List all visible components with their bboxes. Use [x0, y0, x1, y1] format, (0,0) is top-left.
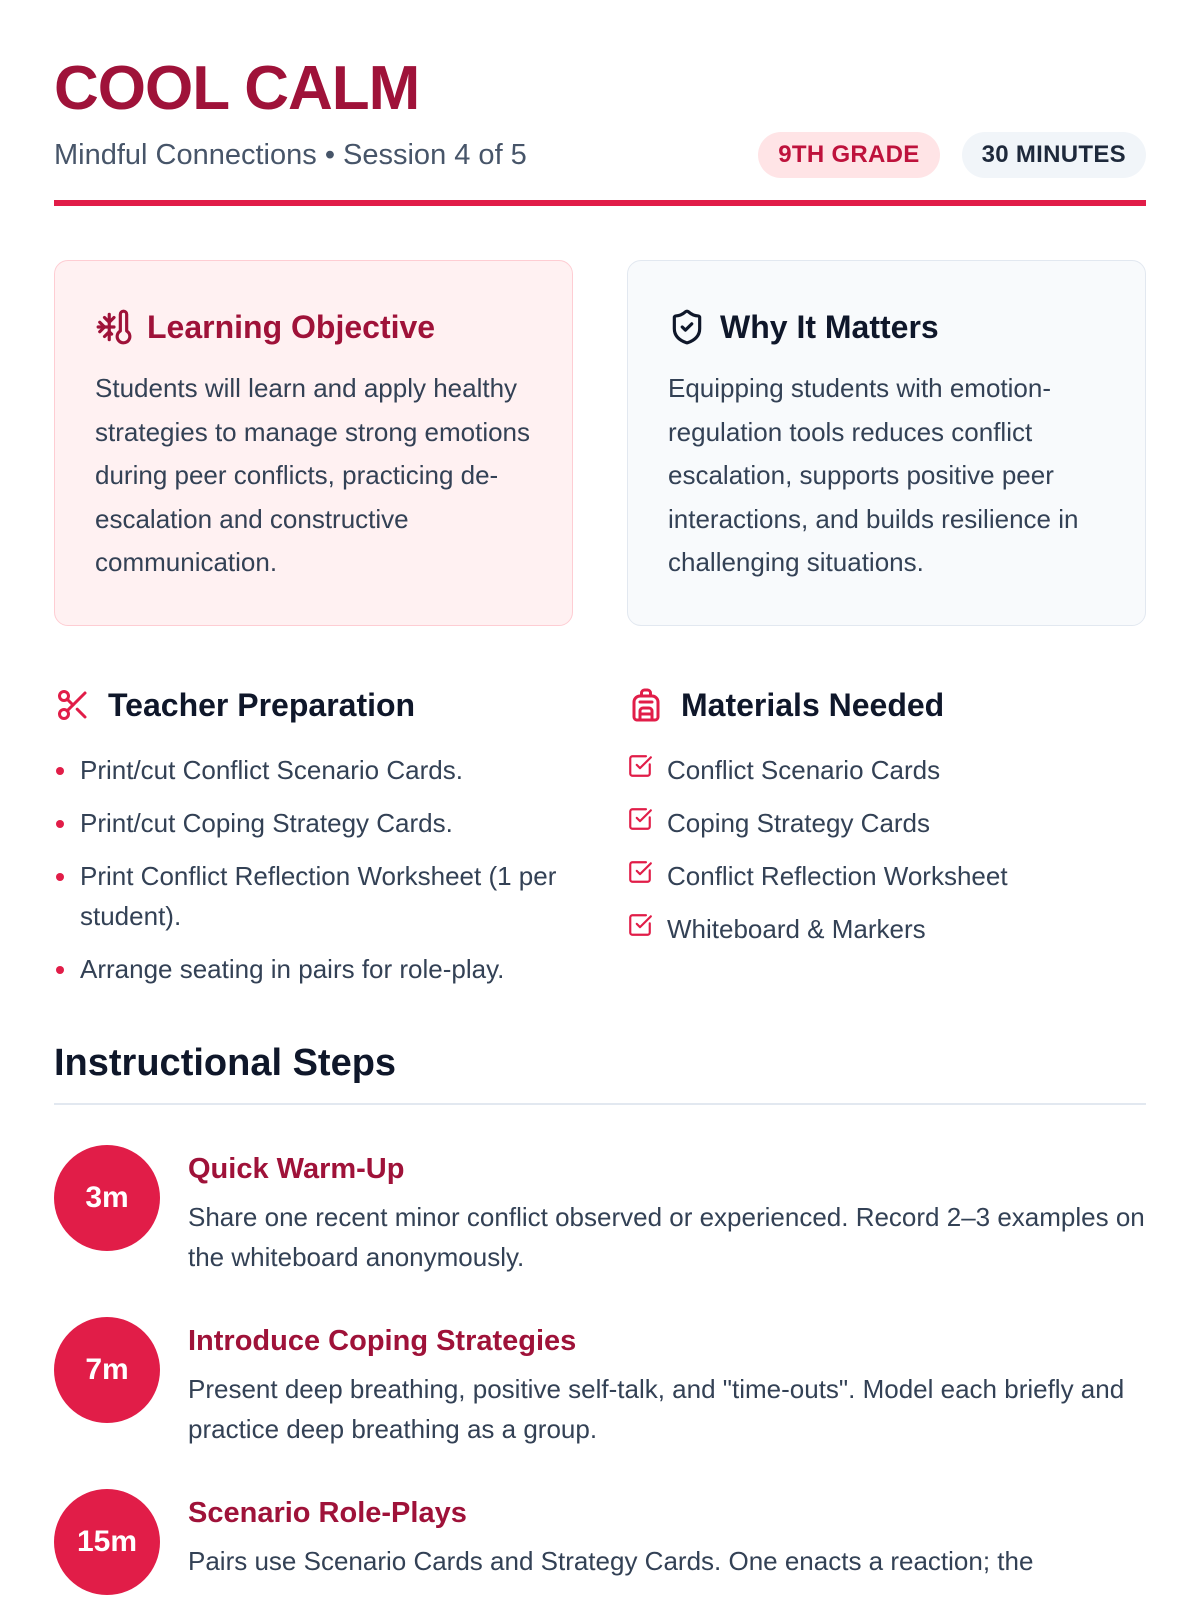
materials-needed-heading: Materials Needed — [681, 686, 945, 723]
step-title: Introduce Coping Strategies — [188, 1325, 577, 1357]
material-item — [627, 750, 1146, 790]
prep-item — [54, 750, 573, 790]
checkbox-checked-icon — [627, 856, 653, 896]
grade-badge: 9TH GRADE — [758, 132, 939, 178]
shield-check-icon — [668, 308, 706, 346]
checkbox-checked-icon — [627, 750, 653, 790]
why-it-matters-text: Equipping students with emotion-regulation tools reduces conflict escalation, supports positive peer interactions, and builds resilience in challenging situations. — [668, 373, 1079, 577]
step-item — [54, 1145, 1146, 1277]
bullet-dot — [56, 820, 64, 828]
step-item — [54, 1489, 1146, 1595]
step-title: Scenario Role-Plays — [188, 1497, 467, 1529]
why-it-matters-heading: Why It Matters — [720, 308, 939, 345]
material-item — [627, 909, 1146, 949]
why-it-matters-card — [627, 260, 1146, 626]
instructional-steps — [54, 1042, 1146, 1595]
badge-group — [758, 132, 1146, 178]
step-title: Quick Warm-Up — [188, 1153, 405, 1185]
scissors-icon — [54, 686, 92, 724]
bullet-dot — [56, 966, 64, 974]
checkbox-checked-icon — [627, 909, 653, 949]
lesson-header — [54, 0, 1146, 206]
prep-item — [54, 949, 573, 989]
bullet-dot — [56, 767, 64, 775]
materials-list — [627, 750, 1146, 949]
step-content — [188, 1145, 1146, 1277]
step-time-badge: 15m — [54, 1489, 160, 1595]
checkbox-checked-icon — [627, 803, 653, 843]
learning-objective-text: Students will learn and apply healthy strategies to manage strong emotions during peer conflicts, practicing de-escalation and constructive communication. — [95, 373, 531, 577]
step-content — [188, 1489, 1033, 1595]
step-item — [54, 1317, 1146, 1449]
prep-item-text: Arrange seating in pairs for role-play. — [80, 954, 505, 984]
material-item-text: Whiteboard & Markers — [667, 914, 926, 944]
lesson-subtitle: Mindful Connections • Session 4 of 5 — [54, 138, 527, 171]
materials-needed — [627, 680, 1146, 1002]
learning-objective-header — [95, 303, 532, 351]
step-time-badge: 7m — [54, 1317, 160, 1423]
step-time-badge: 3m — [54, 1145, 160, 1251]
prep-materials-section — [54, 680, 1146, 1002]
backpack-icon — [627, 686, 665, 724]
prep-item-text: Print/cut Coping Strategy Cards. — [80, 808, 453, 838]
why-it-matters-header — [668, 303, 1105, 351]
lesson-title: COOL CALM — [54, 54, 420, 123]
learning-objective-heading: Learning Objective — [147, 308, 436, 345]
material-item-text: Conflict Scenario Cards — [667, 755, 941, 785]
materials-needed-header — [627, 680, 1146, 730]
subtitle-row — [54, 132, 1146, 178]
overview-cards — [54, 260, 1146, 626]
material-item-text: Coping Strategy Cards — [667, 808, 931, 838]
material-item-text: Conflict Reflection Worksheet — [667, 861, 1008, 891]
prep-item-text: Print Conflict Reflection Worksheet (1 per student). — [80, 861, 557, 931]
material-item — [627, 803, 1146, 843]
prep-item — [54, 803, 573, 843]
prep-item-text: Print/cut Conflict Scenario Cards. — [80, 755, 463, 785]
teacher-preparation-header — [54, 680, 573, 730]
prep-item — [54, 856, 573, 936]
teacher-preparation — [54, 680, 573, 1002]
learning-objective-card — [54, 260, 573, 626]
material-item — [627, 856, 1146, 896]
step-description: Present deep breathing, positive self-talk, and "time-outs". Model each briefly and practice deep breathing as a group. — [188, 1374, 1125, 1444]
step-content — [188, 1317, 1146, 1449]
thermometer-snowflake-icon — [95, 308, 133, 346]
step-description: Pairs use Scenario Cards and Strategy Cards. One enacts a reaction; the — [188, 1546, 1034, 1576]
teacher-preparation-heading: Teacher Preparation — [108, 686, 416, 723]
teacher-preparation-list — [54, 750, 573, 989]
instructional-steps-heading: Instructional Steps — [54, 1042, 1146, 1105]
step-description: Share one recent minor conflict observed or experienced. Record 2–3 examples on the whiteboard anonymously. — [188, 1202, 1145, 1272]
duration-badge: 30 MINUTES — [962, 132, 1146, 178]
bullet-dot — [56, 873, 64, 881]
